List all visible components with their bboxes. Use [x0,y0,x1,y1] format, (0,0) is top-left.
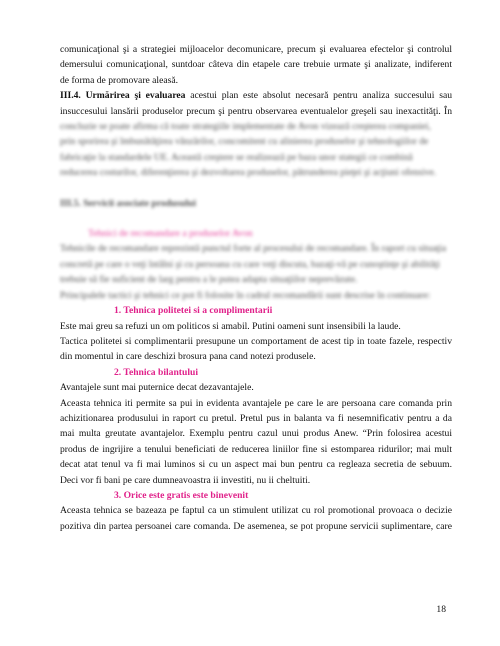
body-line: achizitionarea produsului in raport cu pretul. Pretul pus in balanta va fi nesemnificativ pentru a da [60,412,452,424]
blurred-region [60,119,452,303]
body-line: de forma de promovare aleasă. [60,74,178,86]
body-line: Este mai greu sa refuzi un om politicos si amabil. Putini oameni sunt insensibili la laude. [60,320,401,332]
section-iii4-label: III.4. Urmărirea şi evaluarea [60,90,186,102]
section-iii4-first-line [60,88,452,103]
body-line: Tactica politetei si complimentarii presupune un comportament de acest tip in toate fazele, respectiv [60,335,452,347]
technique-1-heading: 1. Tehnica politetei si a complimentarii [114,305,273,317]
body-line: Aceasta tehnica iti permite sa pui in evidenta avantajele pe care le are persoana care comanda prin [60,397,452,409]
body-line: comunicaţional şi a strategiei mijloacelor decomunicare, precum şi evaluarea efectelor şi controlul [60,44,452,55]
body-line: pozitiva din partea persoanei care comanda. De asemenea, se pot propune servicii suplimentare, care [60,520,452,532]
section-iii4-text: acestui plan este absolut necesară pentru analiza succesului sau [185,90,452,102]
body-line: din momentul in care deschizi brosura pana cand notezi produsele. [60,351,316,363]
body-line: produs de ingrijire a tenului beneficiati de reducerea liniilor fine si estomparea ridurilor; mai mult [60,443,452,455]
body-line: mai multa greutate avantajelor. Exemplu pentru cazul unui produs Anew. “Prin folosirea acestui [60,428,452,440]
page-number: 18 [436,604,446,615]
body-line: Aceasta tehnica se bazeaza pe faptul ca un stimulent utilizat cu rol promotional provoaca o decizie [60,505,452,517]
body-line: demersului comunicaţional, suntdoar câteva din etapele care trebuie urmate şi analizate, indiferent [60,59,452,71]
body-line: decat atat tenul va fi mai luminos si cu un aspect mai bun pentru ca regleaza secretia de sebuum. [60,459,452,471]
blurred-line: Tehnicile de recomandare reprezintă punctul forte al procesului de recomandare. În raport cu situaţia [60,243,447,255]
blurred-line: fabricaţie la standardele UE. Această creştere se realizează pe baza unor stategii ce combină [60,151,413,163]
page-content [60,42,452,534]
blurred-section-heading: III.5. Servicii asociate produsului [60,197,197,209]
blurred-line: concretă pe care o veţi întâlni şi cu persoana cu care veţi discuta, bazaţi-vă pe cunoştinţe şi abilităţi [60,258,440,270]
blurred-subheading: Tehnici de recomandare a produselor Avon [88,228,253,240]
body-line: insuccesului lansării produselor precum şi pentru observarea eventualelor greşeli sau inexactităţi. În [60,105,452,117]
body-line: Deci vor fi bani pe care dumneavoastra ii investiti, nu ii cheltuiti. [60,474,311,486]
blurred-line: trebuie să fie suficient de larg pentru a le putea adapta situaţiilor neprevăzute. [60,274,358,286]
body-line: Avantajele sunt mai puternice decat dezavantajele. [60,382,254,394]
blurred-line: Principalele tactici şi tehnici ce pot fi folosite în cadrul recomandării sunt descrise în continuare: [60,289,431,301]
blurred-line: concluzie se poate afirma că toate strategiile implementate de Avon vizează creşterea companiei, [60,121,431,133]
blurred-line: prin sporirea şi îmbunătăţirea vânzărilor, concomitent cu alinierea produselor şi tehnologiilor de [60,136,429,148]
technique-3-heading: 3. Orice este gratis este binevenit [114,489,249,501]
blurred-line: reducerea costurilor, diferenţierea şi dezvoltarea produselor, pătrunderea pieţei şi acţiuni ofensive. [60,167,437,179]
technique-2-heading: 2. Tehnica bilantului [114,366,198,378]
